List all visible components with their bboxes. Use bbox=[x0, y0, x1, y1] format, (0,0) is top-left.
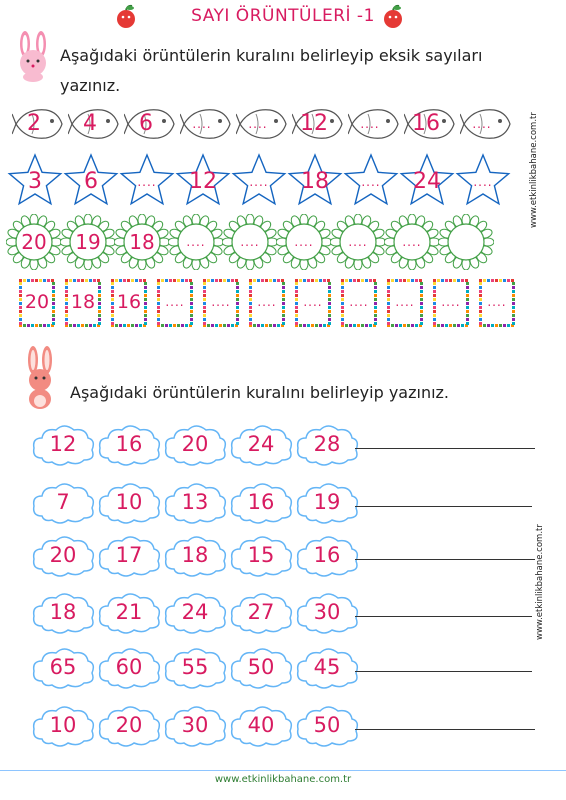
answer-line[interactable] bbox=[355, 506, 532, 507]
card-value: .... bbox=[487, 295, 507, 309]
cloud-value: 60 bbox=[115, 655, 143, 679]
flower-value: .... bbox=[348, 235, 368, 249]
cloud-value: 20 bbox=[181, 432, 209, 456]
cloud-value: 10 bbox=[49, 713, 77, 737]
card-value: .... bbox=[395, 295, 415, 309]
cloud-value: 30 bbox=[313, 600, 341, 624]
footer-divider bbox=[0, 770, 566, 771]
star-value: 12 bbox=[189, 169, 217, 194]
star-value: .... bbox=[361, 175, 381, 189]
cloud-value: 27 bbox=[247, 600, 275, 624]
footer-url: www.etkinlikbahane.com.tr bbox=[214, 774, 352, 785]
flower-value: .... bbox=[402, 235, 422, 249]
fish-value: .... bbox=[360, 117, 380, 131]
bunny-icon bbox=[10, 30, 56, 86]
star-value: .... bbox=[137, 175, 157, 189]
cloud-value: 18 bbox=[181, 543, 209, 567]
cloud-value: 28 bbox=[313, 432, 341, 456]
fish-value: 2 bbox=[27, 111, 41, 136]
answer-line[interactable] bbox=[355, 616, 532, 617]
flower-value: .... bbox=[240, 235, 260, 249]
star-value: 18 bbox=[301, 169, 329, 194]
cloud-value: 12 bbox=[49, 432, 77, 456]
page-title: SAYI ÖRÜNTÜLERİ -1 bbox=[191, 6, 375, 26]
cloud-value: 21 bbox=[115, 600, 143, 624]
instruction-2: Aşağıdaki örüntülerin kuralını belirleyip yazınız. bbox=[70, 383, 450, 402]
card-value: .... bbox=[441, 295, 461, 309]
cloud-value: 10 bbox=[115, 490, 143, 514]
answer-line[interactable] bbox=[355, 448, 535, 449]
cloud-value: 20 bbox=[115, 713, 143, 737]
answer-line[interactable] bbox=[355, 729, 535, 730]
cloud-value: 19 bbox=[313, 490, 341, 514]
star-value: 3 bbox=[28, 169, 42, 194]
card-value: .... bbox=[165, 295, 185, 309]
cloud-value: 15 bbox=[247, 543, 275, 567]
bunny-icon-2 bbox=[20, 345, 60, 415]
card-value: 20 bbox=[24, 291, 50, 313]
cloud-value: 45 bbox=[313, 655, 341, 679]
cloud-value: 30 bbox=[181, 713, 209, 737]
flower-value: 18 bbox=[129, 230, 155, 254]
star-value: .... bbox=[249, 175, 269, 189]
answer-line[interactable] bbox=[355, 559, 535, 560]
fish-value: 16 bbox=[412, 111, 440, 136]
cloud-value: 13 bbox=[181, 490, 209, 514]
flower-value: 20 bbox=[21, 230, 47, 254]
watermark-upper: www.etkinlikbahane.com.tr bbox=[529, 112, 539, 228]
fish-value: 4 bbox=[83, 111, 97, 136]
card-value: .... bbox=[211, 295, 231, 309]
card-value: .... bbox=[303, 295, 323, 309]
watermark-lower: www.etkinlikbahane.com.tr bbox=[535, 524, 545, 640]
flower-value: 19 bbox=[75, 230, 101, 254]
cloud-value: 50 bbox=[247, 655, 275, 679]
cloud-value: 40 bbox=[247, 713, 275, 737]
cloud-value: 24 bbox=[247, 432, 275, 456]
cloud-value: 24 bbox=[181, 600, 209, 624]
card-value: .... bbox=[257, 295, 277, 309]
fish-value: 12 bbox=[300, 111, 328, 136]
cloud-value: 17 bbox=[115, 543, 143, 567]
star-value: 24 bbox=[413, 169, 441, 194]
instruction-1-line-1: Aşağıdaki örüntülerin kuralını belirleyip eksik sayıları bbox=[60, 46, 483, 65]
cloud-value: 50 bbox=[313, 713, 341, 737]
cloud-value: 65 bbox=[49, 655, 77, 679]
instruction-1-line-2: yazınız. bbox=[60, 76, 121, 95]
star-value: .... bbox=[473, 175, 493, 189]
cloud-value: 16 bbox=[247, 490, 275, 514]
card-value: 18 bbox=[70, 291, 96, 313]
flower-value: .... bbox=[186, 235, 206, 249]
fish-value: .... bbox=[192, 117, 212, 131]
answer-line[interactable] bbox=[355, 671, 532, 672]
cloud-value: 16 bbox=[115, 432, 143, 456]
card-value: .... bbox=[349, 295, 369, 309]
card-value: 16 bbox=[116, 291, 142, 313]
fish-value: .... bbox=[472, 117, 492, 131]
fish-value: 6 bbox=[139, 111, 153, 136]
cloud-value: 16 bbox=[313, 543, 341, 567]
cloud-value: 18 bbox=[49, 600, 77, 624]
cloud-value: 55 bbox=[181, 655, 209, 679]
cloud-value: 20 bbox=[49, 543, 77, 567]
star-value: 6 bbox=[84, 169, 98, 194]
cloud-value: 7 bbox=[56, 490, 70, 514]
flower-value bbox=[446, 226, 486, 258]
apple-icon-right bbox=[380, 4, 406, 34]
fish-value: .... bbox=[248, 117, 268, 131]
flower-value: .... bbox=[294, 235, 314, 249]
